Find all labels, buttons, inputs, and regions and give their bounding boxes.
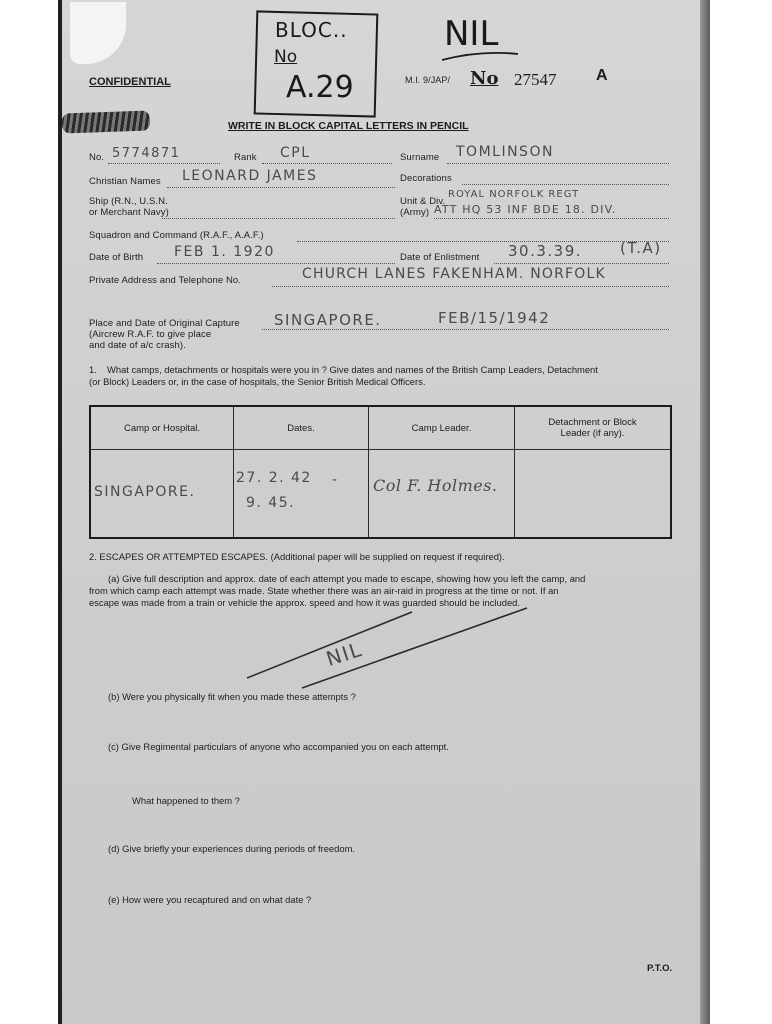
no-label: No.	[89, 152, 105, 163]
address-value: CHURCH LANES FAKENHAM. NORFOLK	[302, 266, 606, 282]
question-2a-line2: from which camp each attempt was made. State whether there was an air-raid in progress at the time or not. If an	[89, 585, 559, 596]
question-2d: (d) Give briefly your experiences during periods of freedom.	[108, 843, 355, 854]
rank-value: CPL	[280, 145, 311, 161]
nil-top-handwritten: NIL	[444, 14, 499, 54]
question-2b: (b) Were you physically fit when you made these attempts ?	[108, 691, 356, 702]
cell-camp-leader	[369, 450, 515, 539]
unit-value-line1: ROYAL NORFOLK REGT	[448, 189, 580, 200]
page-right-edge	[700, 0, 710, 1024]
capture-date: FEB/15/1942	[438, 309, 551, 327]
question-2c-follow: What happened to them ?	[132, 795, 240, 806]
document-page	[62, 0, 710, 1024]
question-2a-line1: (a) Give full description and approx. date of each attempt you made to escape, showing how you left the camp, and	[108, 573, 586, 584]
nil-strike-lines	[242, 600, 542, 690]
dob-label: Date of Birth	[89, 252, 144, 263]
unit-label-line1: Unit & Div.	[400, 196, 446, 207]
capture-label-line2: (Aircrew R.A.F. to give place	[89, 329, 212, 340]
question-2-heading: 2. ESCAPES OR ATTEMPTED ESCAPES. (Additional paper will be supplied on request if required).	[89, 551, 505, 562]
header-dates: Dates.	[234, 406, 369, 450]
stamp-value: A.29	[286, 70, 354, 105]
squadron-label: Squadron and Command (R.A.F., A.A.F.)	[89, 230, 264, 241]
header-camp-leader: Camp Leader.	[369, 406, 515, 450]
question-2a-line3: escape was made from a train or vehicle the approx. speed and how it was guarded should be included.	[89, 597, 520, 608]
table-row	[90, 450, 671, 539]
nil-underline	[440, 48, 520, 64]
question-1-line1: What camps, detachments or hospitals were you in ? Give dates and names of the British Camp Leaders, Detachment	[107, 364, 598, 375]
surname-label: Surname	[400, 152, 440, 163]
capture-place: SINGAPORE.	[274, 311, 382, 329]
cell-dates	[234, 450, 369, 539]
stamp-no: No	[274, 47, 298, 67]
punch-hole	[70, 2, 126, 64]
surname-value: TOMLINSON	[456, 144, 554, 160]
binding-string	[62, 110, 150, 133]
dob-value: FEB 1. 1920	[174, 244, 275, 260]
cell-camp	[90, 450, 234, 539]
capture-label-line3: and date of a/c crash).	[89, 340, 186, 351]
date-from: 27. 2. 42	[236, 470, 312, 486]
form-no-label: No	[470, 68, 499, 89]
address-label: Private Address and Telephone No.	[89, 275, 242, 286]
service-number: 5774871	[112, 146, 181, 161]
cell-detachment-leader	[515, 450, 672, 539]
christian-names-value: LEONARD JAMES	[182, 168, 318, 184]
nil-answer: NIL	[323, 636, 366, 672]
confidential-label: CONFIDENTIAL	[89, 76, 171, 88]
enlistment-value: 30.3.39.	[508, 242, 583, 260]
capture-label-line1: Place and Date of Original Capture	[89, 318, 240, 329]
decorations-label: Decorations	[400, 173, 452, 184]
ship-label-line1: Ship (R.N., U.S.N.	[89, 196, 168, 207]
question-2e: (e) How were you recaptured and on what date ?	[108, 894, 312, 905]
form-suffix: A	[596, 67, 608, 84]
question-1-line2: (or Block) Leaders or, in the case of hospitals, the Senior British Medical Officers.	[89, 376, 426, 387]
christian-names-label: Christian Names	[89, 176, 161, 187]
date-to: 9. 45.	[246, 495, 296, 511]
ship-label-line2: or Merchant Navy)	[89, 207, 169, 218]
unit-value-line2: ATT HQ 53 INF BDE 18. DIV.	[434, 203, 617, 216]
form-number: 27547	[514, 70, 557, 89]
camp-leader-value: Col F. Holmes.	[373, 476, 498, 495]
form-ref: M.I. 9/JAP/	[405, 75, 451, 85]
rank-label: Rank	[234, 152, 257, 163]
block-capitals-instruction: WRITE IN BLOCK CAPITAL LETTERS IN PENCIL	[228, 120, 469, 132]
stamp-line1: BLOC..	[275, 18, 348, 42]
camps-table-header	[90, 406, 671, 450]
question-1-number: 1.	[89, 364, 97, 375]
enlistment-note: (T.A)	[620, 239, 662, 257]
header-camp: Camp or Hospital.	[90, 406, 234, 450]
camps-table	[89, 405, 672, 539]
date-dash: -	[332, 472, 339, 488]
pto-label: P.T.O.	[647, 963, 673, 974]
camp-value: SINGAPORE.	[94, 484, 196, 500]
header-detachment-leader: Detachment or Block Leader (if any).	[515, 406, 672, 450]
unit-label-line2: (Army)	[400, 207, 430, 218]
question-2c: (c) Give Regimental particulars of anyone who accompanied you on each attempt.	[108, 741, 449, 752]
enlistment-label: Date of Enlistment	[400, 252, 480, 263]
